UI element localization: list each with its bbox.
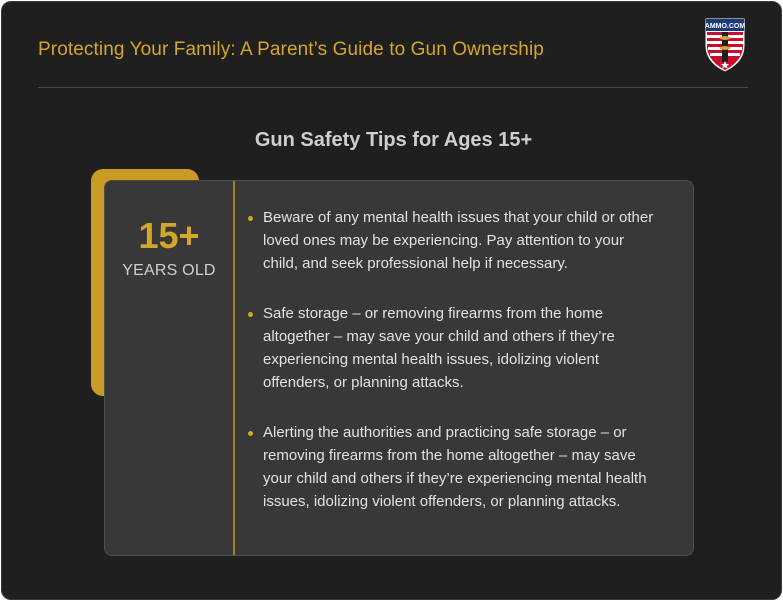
bullet-dot-icon [248, 431, 253, 436]
section-title: Gun Safety Tips for Ages 15+ [254, 129, 533, 151]
tip-text: Safe storage – or removing firearms from the home altogether – may save your child and others if they’re experiencing mental health issues, idolizing violent offenders, or planning attacks. [263, 305, 615, 391]
ammo-shield-logo-icon [702, 16, 748, 74]
tip-text: Alerting the authorities and practicing safe storage – or removing firearms from the home altogether – may save your child and others if they’re experiencing mental health issues, idolizing violent offenders, or planning attacks. [263, 424, 647, 510]
tip-item [263, 206, 663, 275]
tip-item [263, 302, 663, 394]
age-label: YEARS OLD [122, 262, 216, 279]
tips-list [263, 206, 663, 540]
tip-item [263, 421, 663, 513]
tip-text: Beware of any mental health issues that your child or other loved ones may be experiencing. Pay attention to your child, and seek professional help if necessary. [263, 209, 654, 272]
badge-text: AMMO.COM [704, 23, 746, 30]
header-title: Protecting Your Family: A Parent’s Guide to Gun Ownership [38, 39, 544, 60]
bullet-dot-icon [248, 216, 253, 221]
bullet-dot-icon [248, 312, 253, 317]
age-block [105, 216, 233, 282]
infographic-frame [1, 1, 782, 600]
card-divider [233, 181, 235, 555]
header-divider [38, 87, 748, 88]
age-number: 15+ [138, 215, 200, 256]
tips-card [104, 180, 694, 556]
